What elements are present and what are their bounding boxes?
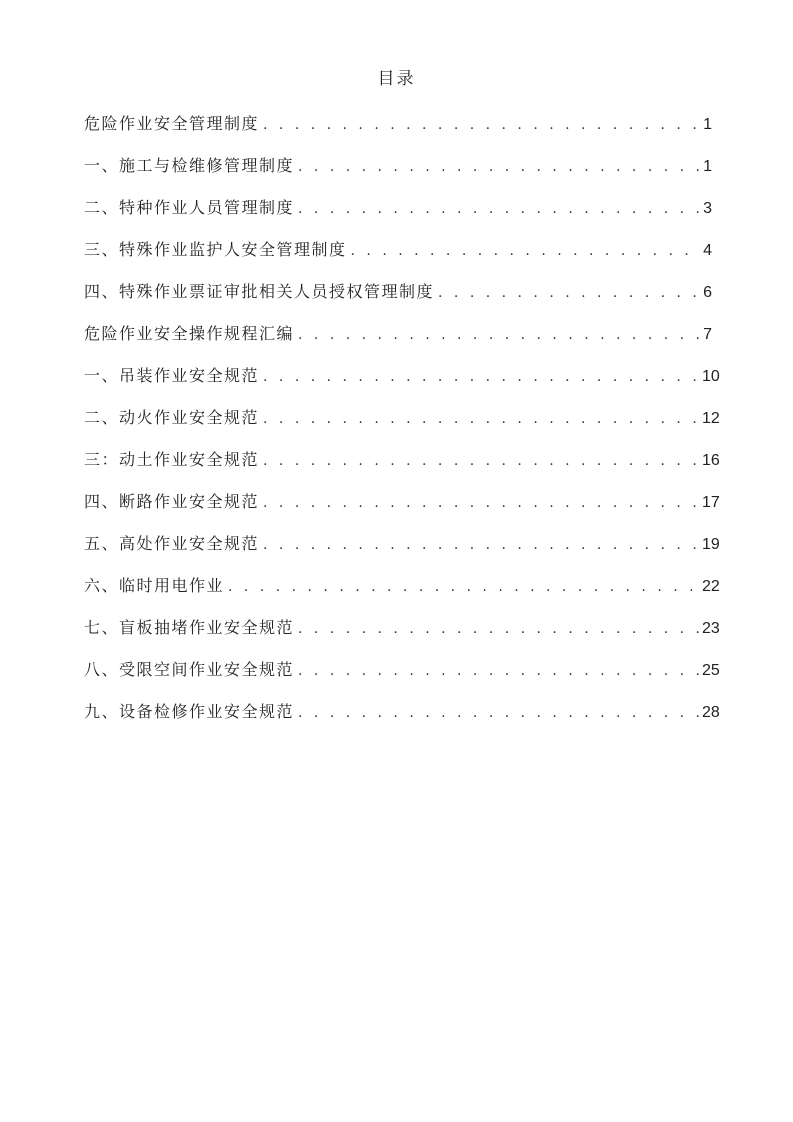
toc-entry[interactable]: [84, 320, 712, 362]
toc-dot-leader: [263, 489, 700, 517]
toc-entry-label: 二、动火作业安全规范: [84, 408, 260, 427]
toc-dot-leader: [298, 153, 700, 181]
toc-list: [84, 110, 720, 740]
toc-entry[interactable]: [84, 698, 720, 740]
toc-entry-page: 12: [702, 410, 720, 427]
toc-entry-page: 3: [703, 200, 712, 217]
toc-entry[interactable]: [84, 152, 712, 194]
toc-entry[interactable]: [84, 656, 720, 698]
toc-dot-leader: [298, 321, 700, 349]
toc-dot-leader: [298, 615, 700, 643]
toc-entry-label: 危险作业安全操作规程汇编: [84, 324, 295, 343]
toc-dot-leader: [263, 405, 700, 433]
toc-entry-label: 二、特种作业人员管理制度: [84, 198, 295, 217]
toc-entry[interactable]: [84, 236, 712, 278]
toc-entry-page: 4: [703, 242, 712, 259]
toc-entry-page: 1: [703, 158, 712, 175]
toc-entry-label: 九、设备检修作业安全规范: [84, 702, 295, 721]
toc-dot-leader: [298, 657, 700, 685]
toc-entry[interactable]: [84, 446, 720, 488]
toc-dot-leader: [438, 279, 700, 307]
toc-dot-leader: [263, 447, 700, 475]
toc-entry[interactable]: [84, 194, 712, 236]
toc-entry[interactable]: [84, 488, 720, 530]
toc-entry-label: 三：动土作业安全规范: [84, 450, 260, 469]
toc-entry-label: 五、高处作业安全规范: [84, 534, 260, 553]
toc-entry[interactable]: [84, 530, 720, 572]
toc-entry-label: 七、盲板抽堵作业安全规范: [84, 618, 295, 637]
toc-entry-page: 10: [702, 368, 720, 385]
toc-entry-page: 17: [702, 494, 720, 511]
toc-dot-leader: [263, 111, 700, 139]
toc-title: 目录: [377, 69, 416, 89]
toc-entry-page: 23: [702, 620, 720, 637]
toc-dot-leader: [263, 363, 700, 391]
toc-entry-page: 22: [702, 578, 720, 595]
toc-entry-label: 三、特殊作业监护人安全管理制度: [84, 240, 347, 259]
toc-dot-leader: [298, 699, 700, 727]
toc-entry[interactable]: [84, 362, 720, 404]
toc-entry-page: 16: [702, 452, 720, 469]
toc-dot-leader: [298, 195, 700, 223]
toc-dot-leader: [351, 237, 700, 265]
toc-entry[interactable]: [84, 404, 720, 446]
toc-entry-label: 八、受限空间作业安全规范: [84, 660, 295, 679]
toc-entry-page: 7: [703, 326, 712, 343]
toc-entry-page: 28: [702, 704, 720, 721]
toc-entry-label: 四、断路作业安全规范: [84, 492, 260, 511]
toc-entry[interactable]: [84, 614, 720, 656]
toc-entry-label: 六、临时用电作业: [84, 576, 225, 595]
toc-entry-page: 25: [702, 662, 720, 679]
toc-entry-label: 一、施工与检维修管理制度: [84, 156, 295, 175]
toc-entry-label: 一、吊装作业安全规范: [84, 366, 260, 385]
toc-dot-leader: [228, 573, 700, 601]
toc-entry-label: 危险作业安全管理制度: [84, 114, 260, 133]
toc-entry-page: 6: [703, 284, 712, 301]
toc-entry-page: 1: [703, 116, 712, 133]
toc-entry[interactable]: [84, 278, 712, 320]
toc-entry-page: 19: [702, 536, 720, 553]
toc-entry[interactable]: [84, 110, 712, 152]
toc-entry-label: 四、特殊作业票证审批相关人员授权管理制度: [84, 282, 435, 301]
toc-dot-leader: [263, 531, 700, 559]
toc-entry[interactable]: [84, 572, 720, 614]
